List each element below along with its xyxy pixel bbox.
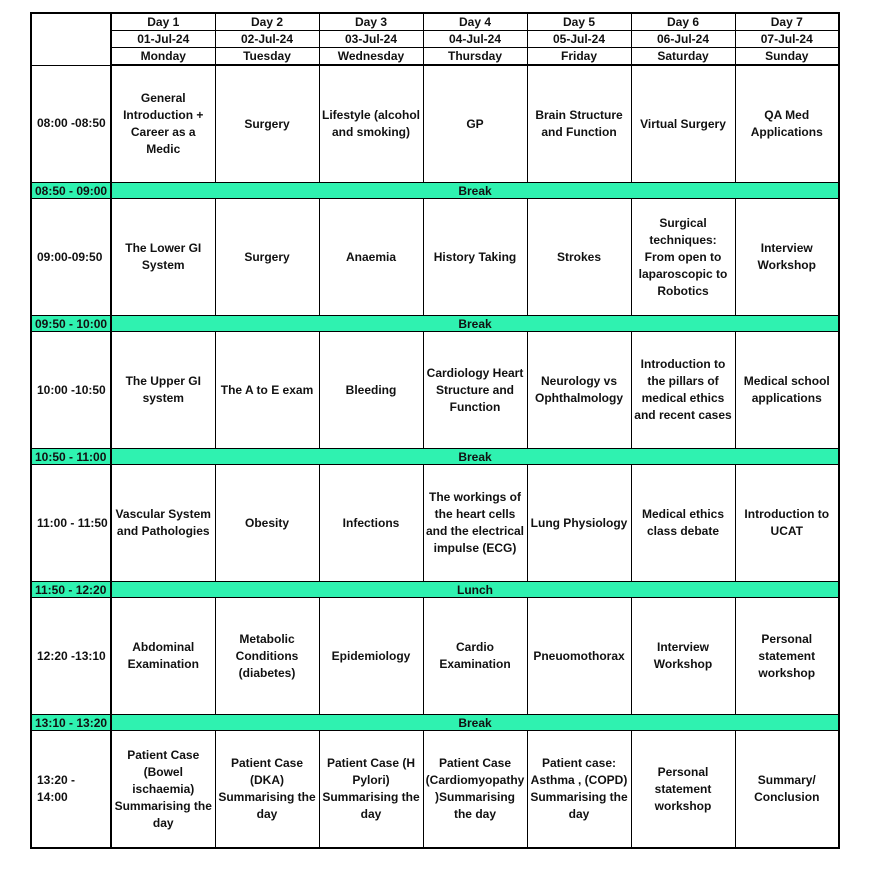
- session-cell: Anaemia: [319, 199, 423, 316]
- day-label: Day 6: [631, 13, 735, 31]
- weekday-label: Monday: [111, 48, 215, 66]
- session-cell: Patient case: Asthma , (COPD) Summarising the day: [527, 731, 631, 849]
- break-row: [31, 715, 839, 731]
- session-cell: Virtual Surgery: [631, 65, 735, 183]
- session-cell: The workings of the heart cells and the electrical impulse (ECG): [423, 465, 527, 582]
- day-label: Day 4: [423, 13, 527, 31]
- session-cell: Personal statement workshop: [631, 731, 735, 849]
- session-cell: General Introduction + Career as a Medic: [111, 65, 215, 183]
- session-cell: Bleeding: [319, 332, 423, 449]
- session-cell: Brain Structure and Function: [527, 65, 631, 183]
- session-cell: Patient Case (DKA) Summarising the day: [215, 731, 319, 849]
- corner-cell: [31, 13, 111, 65]
- session-cell: History Taking: [423, 199, 527, 316]
- session-cell: Epidemiology: [319, 598, 423, 715]
- session-cell: Surgery: [215, 65, 319, 183]
- weekday-label: Thursday: [423, 48, 527, 66]
- session-cell: Medical school applications: [735, 332, 839, 449]
- session-cell: Metabolic Conditions (diabetes): [215, 598, 319, 715]
- session-cell: Lung Physiology: [527, 465, 631, 582]
- session-cell: Neurology vs Ophthalmology: [527, 332, 631, 449]
- day-label: Day 2: [215, 13, 319, 31]
- session-cell: Strokes: [527, 199, 631, 316]
- date-label: 05-Jul-24: [527, 31, 631, 48]
- session-cell: Abdominal Examination: [111, 598, 215, 715]
- break-row: [31, 449, 839, 465]
- date-label: 01-Jul-24: [111, 31, 215, 48]
- time-slot: 08:00 -08:50: [31, 65, 111, 183]
- header-row-date: [31, 31, 839, 48]
- break-label: Break: [111, 715, 839, 731]
- session-row: [31, 332, 839, 449]
- session-cell: Pneuomothorax: [527, 598, 631, 715]
- session-cell: Introduction to UCAT: [735, 465, 839, 582]
- session-cell: Cardio Examination: [423, 598, 527, 715]
- day-label: Day 1: [111, 13, 215, 31]
- break-label: Break: [111, 183, 839, 199]
- time-slot: 09:00-09:50: [31, 199, 111, 316]
- lunch-label: Lunch: [111, 582, 839, 598]
- session-cell: The A to E exam: [215, 332, 319, 449]
- break-row: [31, 316, 839, 332]
- session-row: [31, 598, 839, 715]
- day-label: Day 3: [319, 13, 423, 31]
- session-cell: Patient Case (H Pylori) Summarising the day: [319, 731, 423, 849]
- session-row: [31, 65, 839, 183]
- time-slot: 12:20 -13:10: [31, 598, 111, 715]
- time-slot: 08:50 - 09:00: [31, 183, 111, 199]
- session-cell: Obesity: [215, 465, 319, 582]
- session-cell: Surgery: [215, 199, 319, 316]
- time-slot: 11:00 - 11:50: [31, 465, 111, 582]
- date-label: 02-Jul-24: [215, 31, 319, 48]
- session-cell: GP: [423, 65, 527, 183]
- weekday-label: Friday: [527, 48, 631, 66]
- day-label: Day 7: [735, 13, 839, 31]
- break-label: Break: [111, 316, 839, 332]
- time-slot: 13:20 - 14:00: [31, 731, 111, 849]
- time-slot: 13:10 - 13:20: [31, 715, 111, 731]
- session-cell: Summary/ Conclusion: [735, 731, 839, 849]
- time-slot: 10:00 -10:50: [31, 332, 111, 449]
- weekday-label: Tuesday: [215, 48, 319, 66]
- session-cell: Interview Workshop: [631, 598, 735, 715]
- session-cell: Personal statement workshop: [735, 598, 839, 715]
- session-cell: Surgical techniques: From open to laparoscopic to Robotics: [631, 199, 735, 316]
- session-cell: Lifestyle (alcohol and smoking): [319, 65, 423, 183]
- break-row: [31, 183, 839, 199]
- session-cell: QA Med Applications: [735, 65, 839, 183]
- time-slot: 11:50 - 12:20: [31, 582, 111, 598]
- time-slot: 10:50 - 11:00: [31, 449, 111, 465]
- session-row: [31, 199, 839, 316]
- date-label: 07-Jul-24: [735, 31, 839, 48]
- session-cell: Medical ethics class debate: [631, 465, 735, 582]
- date-label: 06-Jul-24: [631, 31, 735, 48]
- day-label: Day 5: [527, 13, 631, 31]
- header-row-day: [31, 13, 839, 31]
- session-cell: The Lower GI System: [111, 199, 215, 316]
- session-cell: Vascular System and Pathologies: [111, 465, 215, 582]
- header-row-weekday: [31, 48, 839, 66]
- weekday-label: Sunday: [735, 48, 839, 66]
- session-row: [31, 465, 839, 582]
- weekday-label: Saturday: [631, 48, 735, 66]
- time-slot: 09:50 - 10:00: [31, 316, 111, 332]
- session-cell: Cardiology Heart Structure and Function: [423, 332, 527, 449]
- session-cell: Introduction to the pillars of medical ethics and recent cases: [631, 332, 735, 449]
- session-row: [31, 731, 839, 849]
- session-cell: Patient Case (Cardiomyopathy )Summarising the day: [423, 731, 527, 849]
- session-cell: Infections: [319, 465, 423, 582]
- break-row: [31, 582, 839, 598]
- session-cell: The Upper GI system: [111, 332, 215, 449]
- break-label: Break: [111, 449, 839, 465]
- session-cell: Interview Workshop: [735, 199, 839, 316]
- timetable: [30, 12, 840, 849]
- weekday-label: Wednesday: [319, 48, 423, 66]
- session-cell: Patient Case (Bowel ischaemia) Summarising the day: [111, 731, 215, 849]
- date-label: 04-Jul-24: [423, 31, 527, 48]
- date-label: 03-Jul-24: [319, 31, 423, 48]
